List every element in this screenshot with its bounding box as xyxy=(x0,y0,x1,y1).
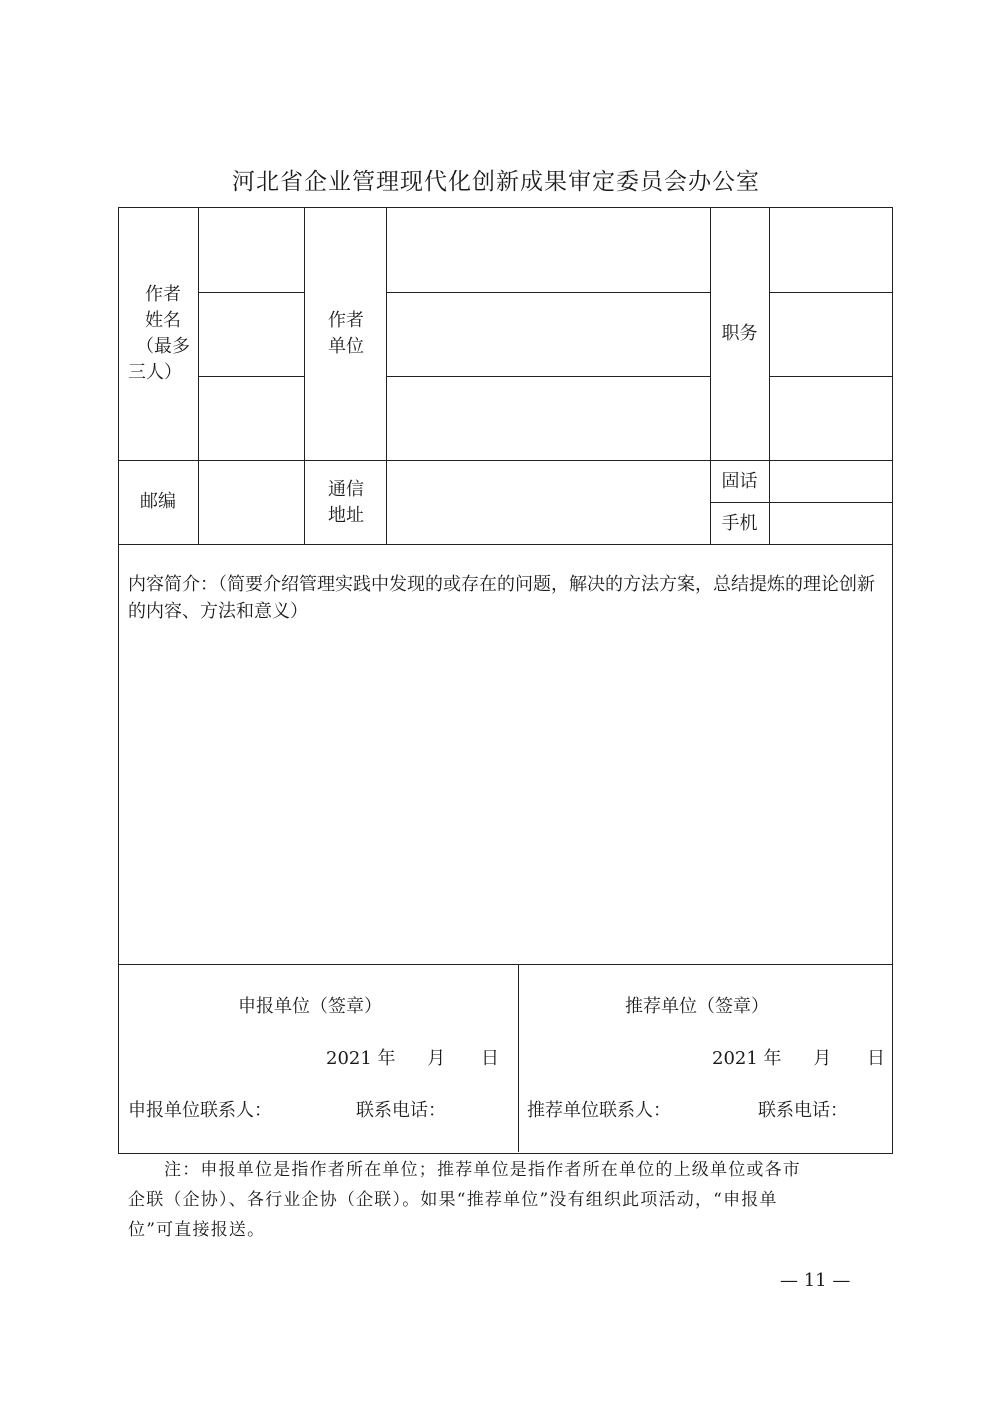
grid-line xyxy=(769,292,893,293)
recommender-date xyxy=(712,1046,885,1072)
footnote-line: 位”可直接报送。 xyxy=(128,1220,266,1240)
year-unit: 年 xyxy=(377,1048,396,1069)
footnote-line: 注：申报单位是指作者所在单位；推荐单位是指作者所在单位的上级单位或各市 xyxy=(164,1160,801,1180)
month-unit: 月 xyxy=(813,1048,832,1069)
applicant-phone-label: 联系电话： xyxy=(356,1100,446,1121)
grid-line xyxy=(198,292,304,293)
grid-line xyxy=(710,502,893,503)
application-form xyxy=(118,207,893,1154)
address-label xyxy=(306,477,386,529)
recommender-contact-label: 推荐单位联系人： xyxy=(527,1100,671,1121)
author-names-label xyxy=(128,282,198,386)
label-line: （最多 xyxy=(136,336,190,357)
applicant-seal-label: 申报单位（签章） xyxy=(238,996,382,1017)
label-line: 通信 xyxy=(328,479,364,500)
grid-line xyxy=(118,964,893,965)
page-title: 河北省企业管理现代化创新成果审定委员会办公室 xyxy=(232,169,760,195)
mobile-label: 手机 xyxy=(721,513,758,534)
label-line: 作者 xyxy=(145,284,181,305)
applicant-date xyxy=(326,1046,499,1072)
grid-line xyxy=(198,376,304,377)
grid-line xyxy=(518,964,519,1152)
day-unit: 日 xyxy=(481,1048,500,1069)
grid-line xyxy=(386,376,710,377)
label-line: 单位 xyxy=(328,336,364,357)
position-label: 职务 xyxy=(721,323,758,344)
author-unit-label xyxy=(306,308,386,360)
label-line: 三人） xyxy=(128,362,182,383)
grid-line xyxy=(118,460,893,461)
form-border xyxy=(118,207,893,1154)
postcode-label: 邮编 xyxy=(140,491,176,512)
year-value: 2021 xyxy=(326,1048,372,1069)
month-unit: 月 xyxy=(427,1048,446,1069)
year-value: 2021 xyxy=(712,1048,758,1069)
landline-label: 固话 xyxy=(721,471,758,492)
grid-line xyxy=(118,544,893,545)
label-line: 姓名 xyxy=(145,310,181,331)
grid-line xyxy=(304,207,305,544)
applicant-contact-label: 申报单位联系人： xyxy=(128,1100,272,1121)
content-intro: 内容简介：（简要介绍管理实践中发现的或存在的问题，解决的方法方案，总结提炼的理论创新的内容、方法和意义） xyxy=(128,574,875,622)
year-unit: 年 xyxy=(763,1048,782,1069)
footnote-line: 企联（企协）、各行业企协（企联）。如果“推荐单位”没有组织此项活动，“申报单 xyxy=(128,1190,778,1210)
grid-line xyxy=(769,376,893,377)
recommender-phone-label: 联系电话： xyxy=(758,1100,848,1121)
recommender-seal-label: 推荐单位（签章） xyxy=(625,996,769,1017)
footnote xyxy=(128,1155,878,1245)
label-line: 作者 xyxy=(328,310,364,331)
grid-line xyxy=(386,292,710,293)
day-unit: 日 xyxy=(867,1048,886,1069)
label-line: 地址 xyxy=(328,505,364,526)
page-number: — 11 — xyxy=(780,1270,851,1291)
